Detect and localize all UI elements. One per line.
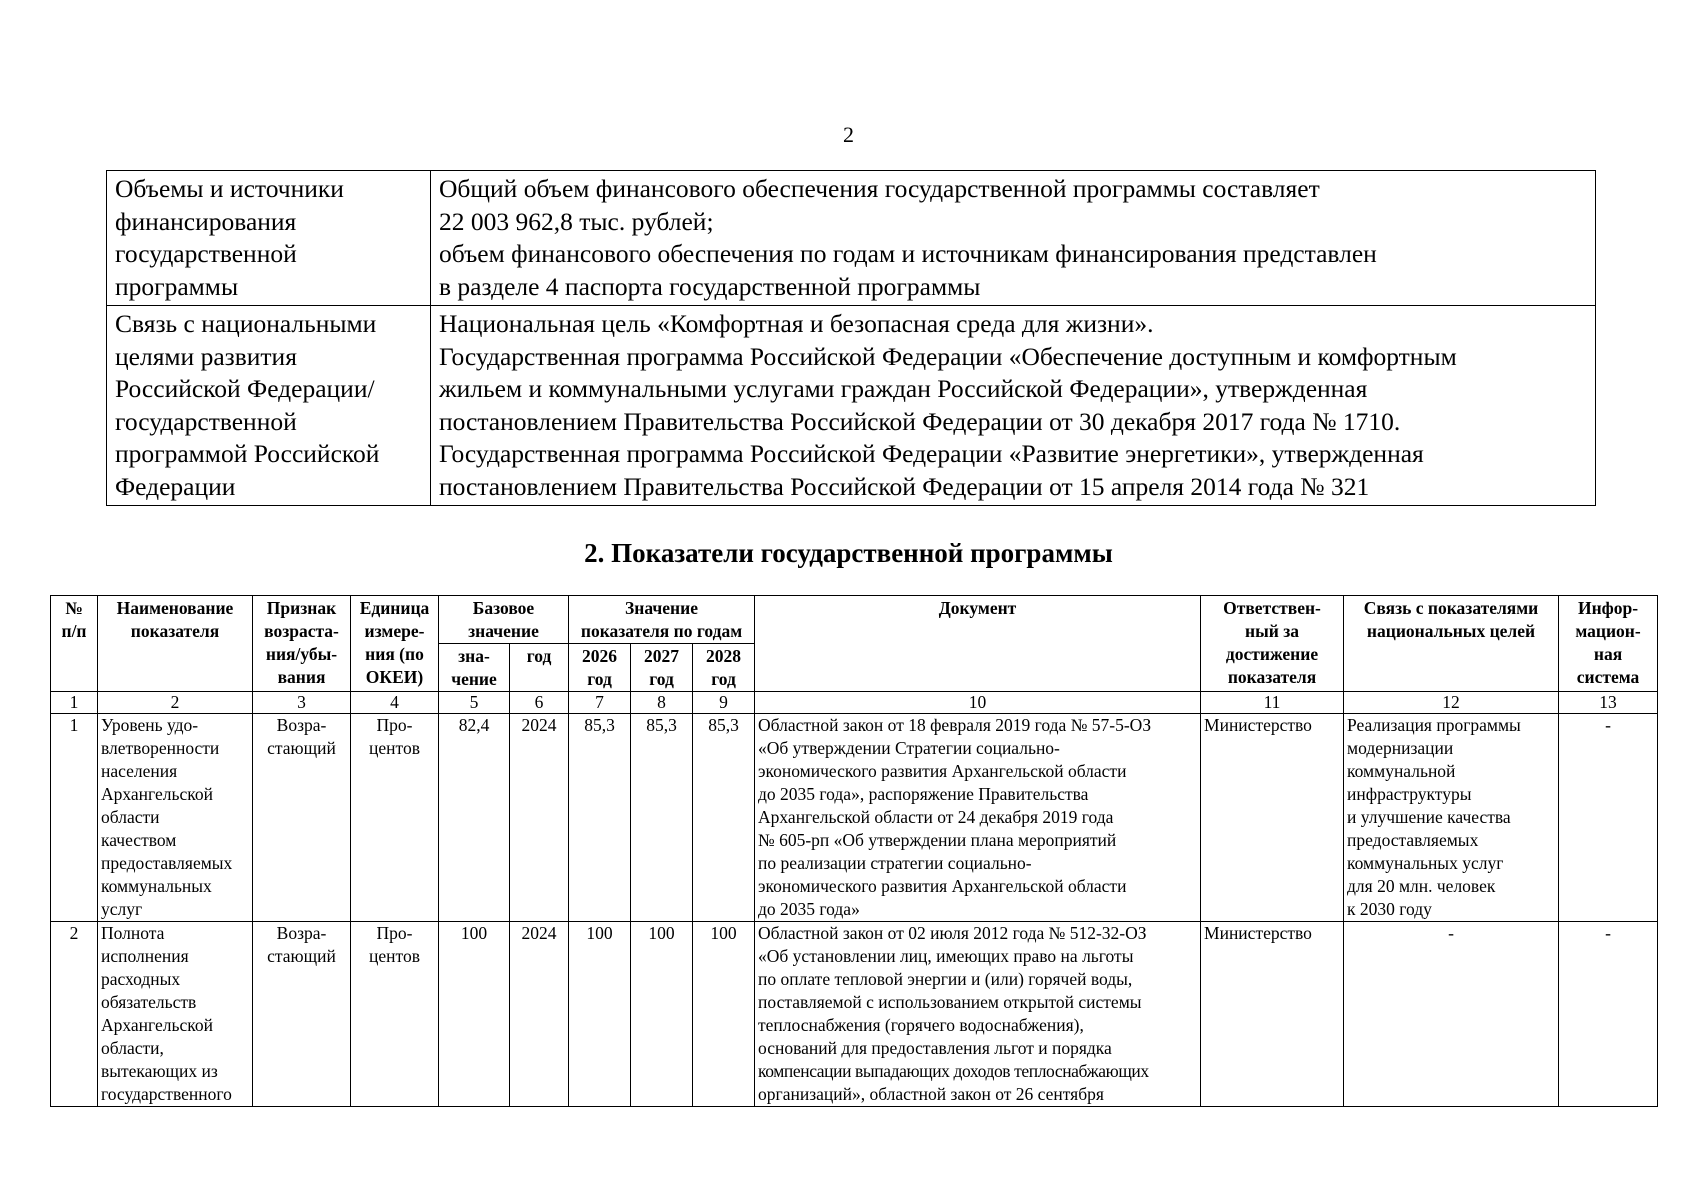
indicator-info-system: -: [1559, 714, 1658, 922]
column-number: 9: [693, 692, 755, 714]
passport-label-financing: Объемы и источники финансирования государственной программы: [107, 171, 431, 306]
indicator-document: Областной закон от 02 июля 2012 года № 512-32-ОЗ «Об установлении лиц, имеющих право на льготы по оплате тепловой энергии и (или) горячей воды, поставляемой с использованием открытой системы теплоснабжения (горячего водоснабжения), оснований для предоставления льгот и порядка компенсации выпадающих доходов теплоснабжающих организаций», областной закон от 26 сентября: [755, 922, 1201, 1107]
indicator-info-system: -: [1559, 922, 1658, 1107]
value-2027: 85,3: [631, 714, 693, 922]
header-base-value: зна- чение: [439, 644, 510, 692]
column-number: 4: [351, 692, 439, 714]
value-2028: 100: [693, 922, 755, 1107]
header-2027: 2027 год: [631, 644, 693, 692]
indicator-name: Уровень удо- влетворенности населения Архангельской области качеством предоставляемых коммунальных услуг: [98, 714, 253, 922]
column-number: 6: [510, 692, 569, 714]
indicators-table: [50, 595, 1658, 1107]
passport-row-financing: [107, 171, 1596, 306]
base-year: 2024: [510, 714, 569, 922]
row-num: 1: [51, 714, 98, 922]
passport-content-national-goals: Национальная цель «Комфортная и безопасная среда для жизни». Государственная программа Российской Федерации «Обеспечение доступным и комфортным жильем и коммунальными услугами граждан Российской Федерации», утвержденная постановлением Правительства Российской Федерации от 30 декабря 2017 года № 1710. Государственная программа Российской Федерации «Развитие энергетики», утвержденная постановлением Правительства Российской Федерации от 15 апреля 2014 года № 321: [431, 306, 1596, 506]
column-number: 13: [1559, 692, 1658, 714]
indicator-responsible: Министерство: [1201, 922, 1344, 1107]
section-title: 2. Показатели государственной программы: [584, 538, 1113, 568]
passport-row-national-goals: [107, 306, 1596, 506]
header-sign: Признак возраста- ния/убы- вания: [253, 596, 351, 692]
indicator-national-goal-link: Реализация программы модернизации коммунальной инфраструктуры и улучшение качества предоставляемых коммунальных услуг для 20 млн. человек к 2030 году: [1344, 714, 1559, 922]
column-number: 1: [51, 692, 98, 714]
header-name: Наименование показателя: [98, 596, 253, 692]
indicator-unit: Про- центов: [351, 922, 439, 1107]
column-number-row: [51, 692, 1658, 714]
header-national-goals-link: Связь с показателями национальных целей: [1344, 596, 1559, 692]
header-2028: 2028 год: [693, 644, 755, 692]
column-number: 2: [98, 692, 253, 714]
header-responsible: Ответствен- ный за достижение показателя: [1201, 596, 1344, 692]
passport-table: [106, 170, 1596, 506]
header-document: Документ: [755, 596, 1201, 692]
indicator-national-goal-link: -: [1344, 922, 1559, 1107]
header-values-by-year: Значение показателя по годам: [569, 596, 755, 644]
value-2028: 85,3: [693, 714, 755, 922]
passport-label-national-goals: Связь с национальными целями развития Российской Федерации/ государственной программой Российской Федерации: [107, 306, 431, 506]
header-row-1: [51, 596, 1658, 644]
value-2027: 100: [631, 922, 693, 1107]
column-number: 5: [439, 692, 510, 714]
header-base-year: год: [510, 644, 569, 692]
indicator-name: Полнота исполнения расходных обязательств Архангельской области, вытекающих из государственного: [98, 922, 253, 1107]
value-2026: 85,3: [569, 714, 631, 922]
base-value: 82,4: [439, 714, 510, 922]
table-row: [51, 714, 1658, 922]
header-info-system: Инфор- мацион- ная система: [1559, 596, 1658, 692]
page-number: 2: [843, 122, 854, 147]
column-number: 3: [253, 692, 351, 714]
column-number: 8: [631, 692, 693, 714]
value-2026: 100: [569, 922, 631, 1107]
header-unit: Единица измере- ния (по ОКЕИ): [351, 596, 439, 692]
indicator-document: Областной закон от 18 февраля 2019 года № 57-5-ОЗ «Об утверждении Стратегии социально- экономического развития Архангельской области до 2035 года», распоряжение Правительства Архангельской области от 24 декабря 2019 года № 605-рп «Об утверждении плана мероприятий по реализации стратегии социально- экономического развития Архангельской области до 2035 года»: [755, 714, 1201, 922]
header-2026: 2026 год: [569, 644, 631, 692]
base-value: 100: [439, 922, 510, 1107]
column-number: 12: [1344, 692, 1559, 714]
base-year: 2024: [510, 922, 569, 1107]
column-number: 7: [569, 692, 631, 714]
column-number: 10: [755, 692, 1201, 714]
indicator-unit: Про- центов: [351, 714, 439, 922]
passport-content-financing: Общий объем финансового обеспечения государственной программы составляет 22 003 962,8 тыс. рублей; объем финансового обеспечения по годам и источникам финансирования представлен в разделе 4 паспорта государственной программы: [431, 171, 1596, 306]
column-number: 11: [1201, 692, 1344, 714]
table-row: [51, 922, 1658, 1107]
indicator-responsible: Министерство: [1201, 714, 1344, 922]
header-num: № п/п: [51, 596, 98, 692]
row-num: 2: [51, 922, 98, 1107]
indicator-sign: Возра- стающий: [253, 922, 351, 1107]
header-base: Базовое значение: [439, 596, 569, 644]
indicator-sign: Возра- стающий: [253, 714, 351, 922]
